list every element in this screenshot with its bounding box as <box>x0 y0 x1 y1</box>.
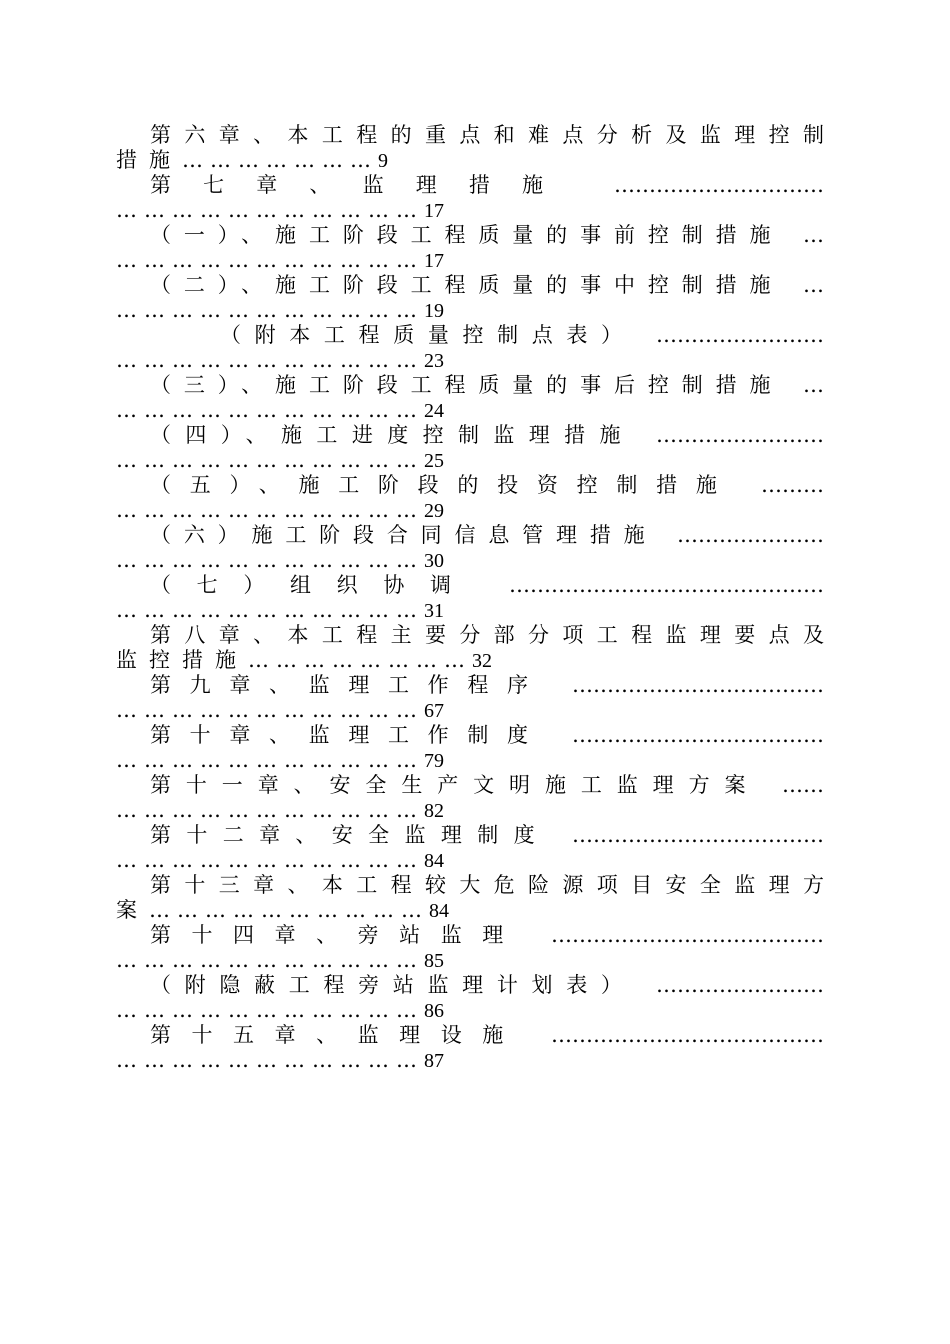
toc-entry-page-line <box>116 998 824 1022</box>
toc-entry[interactable] <box>116 772 824 822</box>
toc-entry-title: （二）、施工阶段工程质量的事中控制措施 <box>150 273 784 297</box>
toc-entry-page-line <box>116 848 824 872</box>
table-of-contents <box>116 122 824 1072</box>
toc-entry-page-line <box>116 648 824 672</box>
toc-entry-title: 第十二章、安全监理制度 <box>150 823 550 847</box>
toc-entry-leader-dots: …………………………… <box>116 698 424 722</box>
toc-entry-leader-dots: ……………………………… <box>572 823 824 847</box>
toc-entry-title-line <box>116 222 824 248</box>
toc-entry-page-line <box>116 348 824 372</box>
toc-entry-page-line <box>116 748 824 772</box>
toc-entry-leader-dots: …………………………… <box>116 298 424 322</box>
toc-entry[interactable] <box>116 872 824 922</box>
toc-entry-title-line <box>116 272 824 298</box>
toc-entry-title: （附本工程质量控制点表） <box>220 323 636 347</box>
toc-entry-title: 第十五章、监理设施 <box>150 1023 524 1047</box>
toc-entry-page-number: 79 <box>424 750 444 772</box>
toc-entry[interactable] <box>116 422 824 472</box>
toc-entry-leader-dots: ……………………………… <box>572 723 824 747</box>
toc-entry-leader-dots: …………………… <box>248 648 472 672</box>
toc-entry-title: 第十三章、本工程较大危险源项目安全监理方 <box>150 873 824 897</box>
toc-entry-title-line <box>116 322 824 348</box>
toc-entry-page-line <box>116 698 824 722</box>
toc-entry-leader-dots: …………………………… <box>116 998 424 1022</box>
toc-entry-title-line <box>116 622 824 648</box>
toc-entry[interactable] <box>116 722 824 772</box>
toc-entry-page-number: 84 <box>429 900 449 922</box>
toc-entry-page-number: 82 <box>424 800 444 822</box>
toc-entry-leader-dots: …………………………… <box>116 198 424 222</box>
toc-entry-page-line <box>116 548 824 572</box>
toc-entry-leader-dots: …………………………… <box>116 398 424 422</box>
toc-entry[interactable] <box>116 572 824 622</box>
toc-entry-leader-dots: …………………………… <box>116 1048 424 1072</box>
toc-entry-page-line <box>116 948 824 972</box>
toc-entry-page-number: 67 <box>424 700 444 722</box>
toc-entry[interactable] <box>116 972 824 1022</box>
toc-entry-leader-dots: ………………………… <box>149 898 429 922</box>
toc-entry-title-line <box>116 972 824 998</box>
toc-entry-page-line <box>116 798 824 822</box>
toc-entry-page-number: 9 <box>378 150 388 172</box>
toc-entry-title-line <box>116 722 824 748</box>
toc-entry-title-line <box>116 172 824 198</box>
toc-entry-title: （五）、施工阶段的投资控制措施 <box>150 473 736 497</box>
toc-entry-page-line <box>116 148 824 172</box>
toc-entry[interactable] <box>116 472 824 522</box>
toc-entry[interactable] <box>116 622 824 672</box>
toc-entry-title-line <box>116 572 824 598</box>
toc-entry-leader-dots: … <box>803 373 824 397</box>
toc-entry-page-number: 30 <box>424 550 444 572</box>
toc-entry[interactable] <box>116 522 824 572</box>
toc-entry-title-line <box>116 822 824 848</box>
toc-entry-title-line <box>116 772 824 798</box>
toc-entry-page-number: 23 <box>424 350 444 372</box>
toc-entry-title: （六）施工阶段合同信息管理措施 <box>150 523 658 547</box>
toc-entry[interactable] <box>116 222 824 272</box>
toc-entry-leader-dots: …………………… <box>656 423 824 447</box>
toc-entry-page-number: 86 <box>424 1000 444 1022</box>
toc-entry-title-line <box>116 372 824 398</box>
toc-entry-page-number: 32 <box>472 650 492 672</box>
toc-entry-title: 第十章、监理工作制度 <box>150 723 547 747</box>
toc-entry-leader-dots: ………………… <box>182 148 378 172</box>
toc-entry-title: 第六章、本工程的重点和难点分析及监理控制 <box>150 123 824 147</box>
toc-entry-title-continued: 案 <box>116 898 149 922</box>
toc-entry-leader-dots: …………………………… <box>116 548 424 572</box>
toc-entry-title-line <box>116 122 824 148</box>
toc-entry-title-line <box>116 522 824 548</box>
toc-entry-page-number: 25 <box>424 450 444 472</box>
toc-entry-leader-dots: …………………… <box>656 323 824 347</box>
toc-entry-leader-dots: ………………………………… <box>551 923 824 947</box>
toc-entry-leader-dots: …………………………… <box>116 498 424 522</box>
toc-entry-title: 第十一章、安全生产文明施工监理方案 <box>150 773 761 797</box>
toc-entry-page-number: 87 <box>424 1050 444 1072</box>
toc-entry-leader-dots: …………………………… <box>116 748 424 772</box>
toc-entry-title-continued: 监控措施 <box>116 648 248 672</box>
toc-entry-title: （七）组织协调 <box>150 573 477 597</box>
toc-entry-leader-dots: ………………… <box>677 523 824 547</box>
toc-entry[interactable] <box>116 172 824 222</box>
toc-entry-leader-dots: …………………… <box>656 973 824 997</box>
toc-entry-title: （四）、施工进度控制监理措施 <box>150 423 635 447</box>
toc-entry-title-continued: 措施 <box>116 148 182 172</box>
toc-entry-leader-dots: ……………………………………… <box>509 573 824 597</box>
toc-entry[interactable] <box>116 122 824 172</box>
toc-entry[interactable] <box>116 272 824 322</box>
toc-entry-leader-dots: … <box>803 273 824 297</box>
toc-entry-page-number: 19 <box>424 300 444 322</box>
toc-entry-title: 第七章、监理措施 <box>150 173 576 197</box>
toc-entry[interactable] <box>116 672 824 722</box>
toc-entry-page-number: 29 <box>424 500 444 522</box>
toc-entry-leader-dots: …………………………… <box>116 348 424 372</box>
toc-entry-leader-dots: …………………………… <box>116 598 424 622</box>
toc-entry-leader-dots: …………………………… <box>116 448 424 472</box>
toc-entry-page-number: 31 <box>424 600 444 622</box>
toc-entry-page-line <box>116 498 824 522</box>
toc-entry-page-line <box>116 448 824 472</box>
toc-entry-page-number: 84 <box>424 850 444 872</box>
toc-entry-title-line <box>116 1022 824 1048</box>
toc-entry-leader-dots: …………………………… <box>116 248 424 272</box>
toc-entry-page-number: 17 <box>424 250 444 272</box>
toc-entry-page-line <box>116 198 824 222</box>
toc-entry[interactable] <box>116 922 824 972</box>
toc-entry-title: （附隐蔽工程旁站监理计划表） <box>150 973 636 997</box>
toc-entry-leader-dots: …………………………… <box>116 948 424 972</box>
toc-entry-leader-dots: …………………………… <box>116 798 424 822</box>
toc-entry-title-line <box>116 872 824 898</box>
toc-entry-title-line <box>116 922 824 948</box>
toc-entry[interactable] <box>116 1022 824 1072</box>
toc-entry-title: 第九章、监理工作程序 <box>150 673 547 697</box>
toc-entry-page-line <box>116 598 824 622</box>
toc-entry-leader-dots: … <box>803 223 824 247</box>
toc-entry-page-line <box>116 248 824 272</box>
toc-entry-page-number: 24 <box>424 400 444 422</box>
toc-entry-title: （一）、施工阶段工程质量的事前控制措施 <box>150 223 784 247</box>
toc-entry-title-line <box>116 472 824 498</box>
toc-entry[interactable] <box>116 372 824 422</box>
toc-entry-title: 第十四章、旁站监理 <box>150 923 524 947</box>
toc-entry-leader-dots: …… <box>782 773 824 797</box>
toc-entry-page-line <box>116 398 824 422</box>
toc-entry-title: （三）、施工阶段工程质量的事后控制措施 <box>150 373 784 397</box>
toc-entry-page-line <box>116 898 824 922</box>
toc-entry[interactable] <box>116 822 824 872</box>
toc-entry-leader-dots: …………………………… <box>116 848 424 872</box>
toc-entry-leader-dots: ………………………… <box>614 173 824 197</box>
toc-entry-leader-dots: ………………………………… <box>551 1023 824 1047</box>
toc-entry-title: 第八章、本工程主要分部分项工程监理要点及 <box>150 623 824 647</box>
toc-entry-leader-dots: ……………………………… <box>572 673 824 697</box>
toc-entry-title-line <box>116 422 824 448</box>
toc-entry-title-line <box>116 672 824 698</box>
toc-entry-page-line <box>116 298 824 322</box>
toc-entry-leader-dots: ……… <box>761 473 824 497</box>
toc-entry-page-line <box>116 1048 824 1072</box>
toc-entry-page-number: 85 <box>424 950 444 972</box>
toc-entry-page-number: 17 <box>424 200 444 222</box>
toc-entry[interactable] <box>116 322 824 372</box>
